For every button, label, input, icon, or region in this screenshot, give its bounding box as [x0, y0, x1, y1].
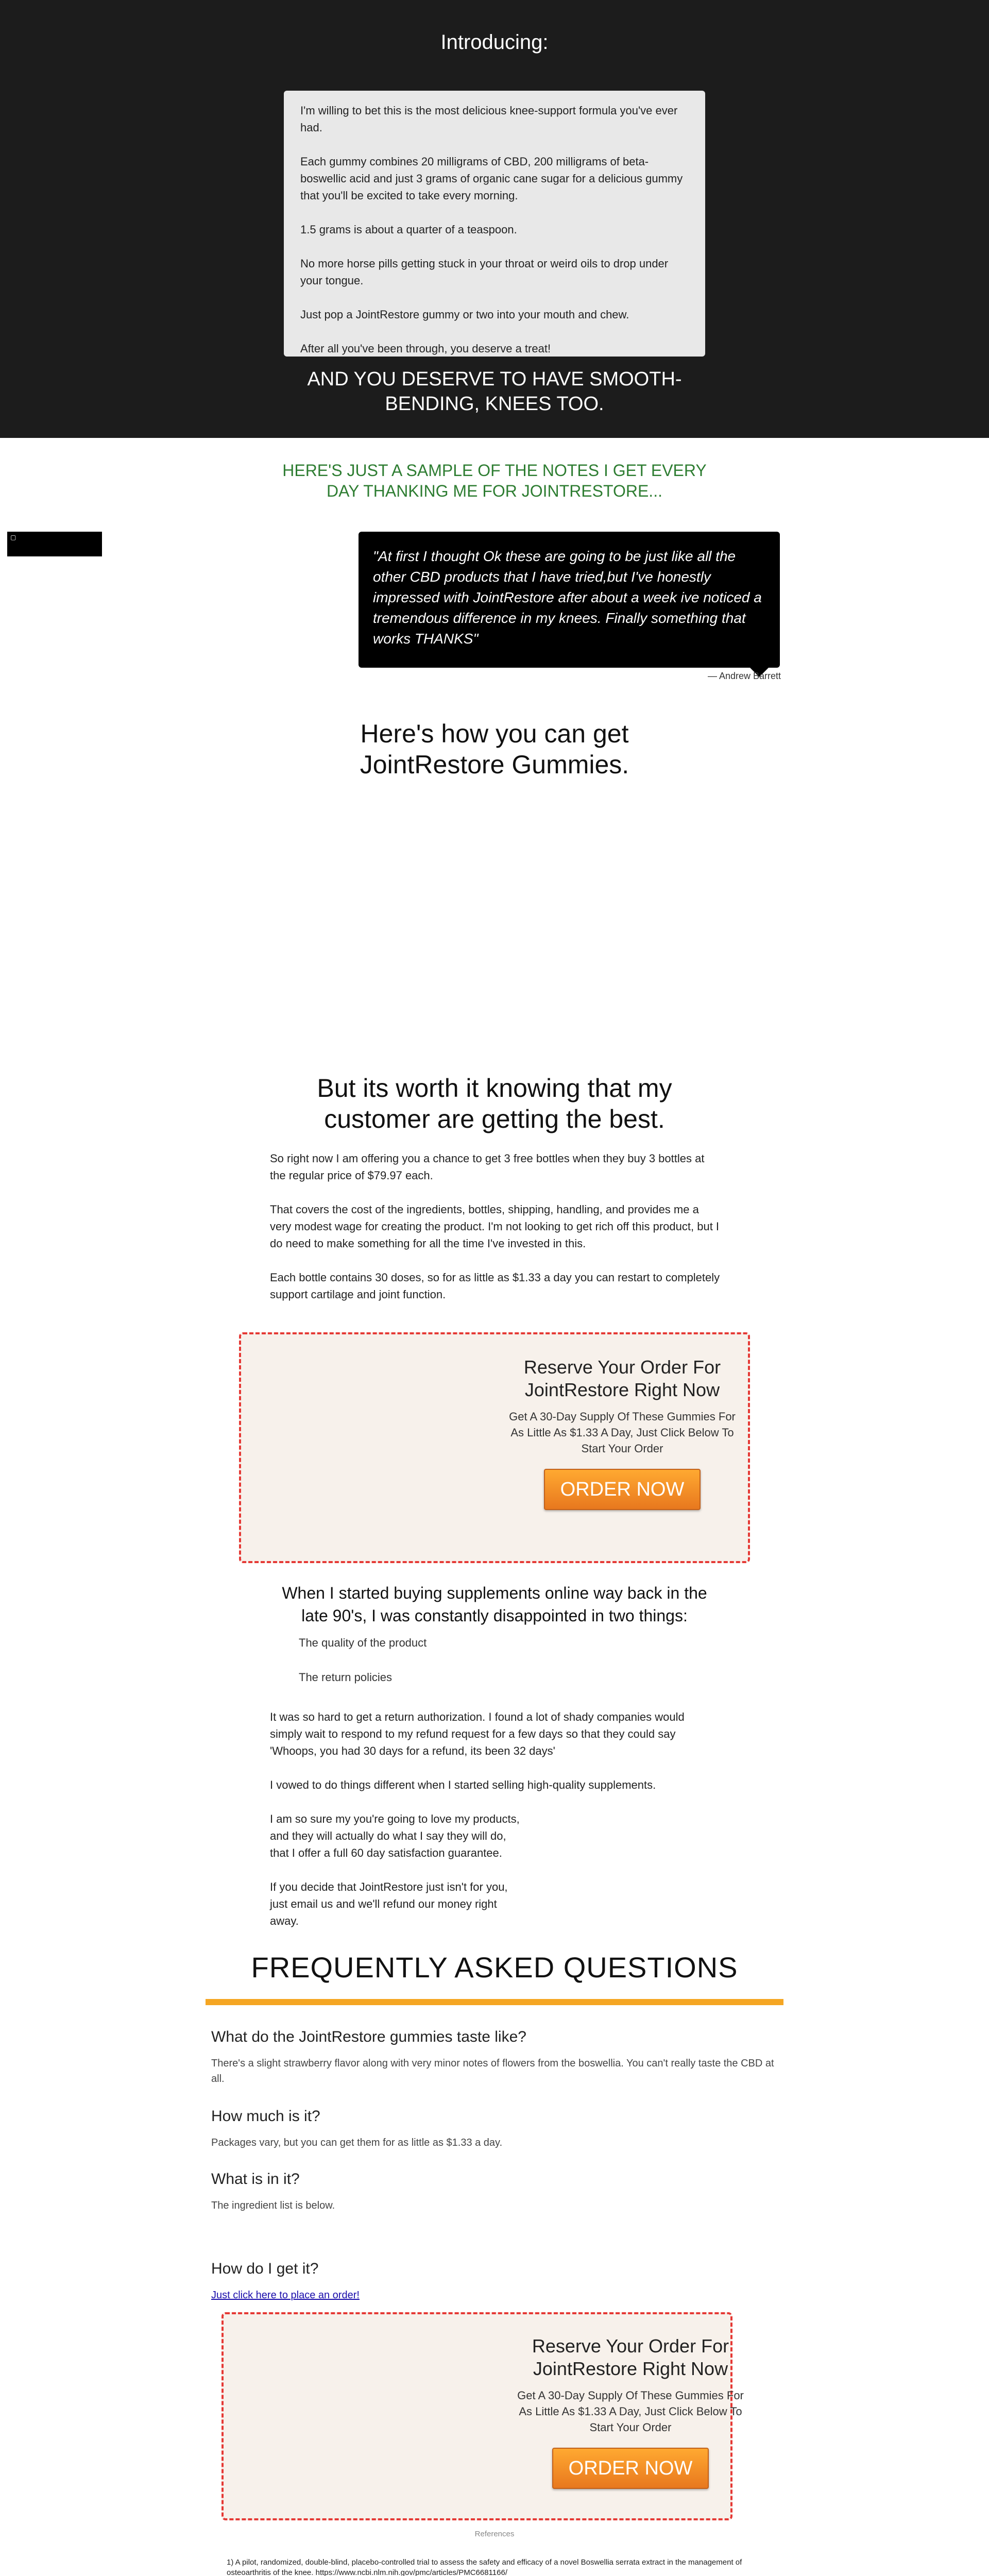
testimonial-author: — Andrew Barrett: [707, 671, 781, 681]
story-list-item: The return policies: [299, 1671, 392, 1684]
intro-paragraph: Each gummy combines 20 milligrams of CBD, 200 milligrams of beta-boswellic acid and just 3 grams of organic cane sugar for a delicious gummy that you'll be excited to take every morning.: [300, 155, 683, 202]
how-to-heading: Here's how you can get JointRestore Gummies.: [360, 719, 629, 779]
intro-paragraph: No more horse pills getting stuck in your throat or weird oils to drop under your tongue.: [300, 257, 669, 287]
faq-answer: There's a slight strawberry flavor along with very minor notes of flowers from the boswellia. You can't really taste the CBD at all.: [211, 2058, 774, 2084]
faq-answer: Packages vary, but you can get them for as little as $1.33 a day.: [211, 2137, 503, 2148]
order-box: [221, 2312, 744, 2520]
testimonial-quote-box: [359, 532, 780, 668]
faq-answer: The ingredient list is below.: [211, 2200, 335, 2211]
story-body: [270, 1708, 713, 1946]
worth-paragraph: That covers the cost of the ingredients, bottles, shipping, handling, and provides me a very modest wage for creating the product. I'm not looking to get rich off this product, but I do need to make something for all the time I've invested in this.: [270, 1203, 720, 1250]
story-paragraph: I am so sure my you're going to love my products, and they will actually do what I say they will do, that I offer a full 60 day satisfaction guarantee.: [270, 1812, 520, 1859]
faq-divider: [206, 1999, 783, 2005]
faq-question: What do the JointRestore gummies taste like?: [211, 2028, 526, 2045]
testimonial-quote: "At first I thought Ok these are going to be just like all the other CBD products that I have tried,but I've honestly impressed with JointRestore after about a week ive noticed a tremendous difference in my knees. Finally something that works THANKS": [373, 548, 762, 647]
faq-question: What is in it?: [211, 2171, 300, 2188]
order-title: Reserve Your Order For JointRestore Right Now: [523, 1357, 721, 1400]
worth-paragraph: Each bottle contains 30 doses, so for as little as $1.33 a day you can restart to completely support cartilage and joint function.: [270, 1271, 720, 1301]
order-subtitle: Get A 30-Day Supply Of These Gummies For As Little As $1.33 A Day, Just Click Below To Start Your Order: [509, 1410, 736, 1455]
story-list: [299, 1634, 608, 1703]
faq-title: FREQUENTLY ASKED QUESTIONS: [251, 1951, 738, 1984]
intro-paragraph: I'm willing to bet this is the most delicious knee-support formula you've ever had.: [300, 104, 678, 134]
faq-item: [211, 2169, 778, 2213]
faq-question: How do I get it?: [211, 2260, 319, 2277]
story-paragraph: I vowed to do things different when I started selling high-quality supplements.: [270, 1778, 656, 1791]
intro-box: [284, 91, 705, 357]
intro-title: Introducing:: [440, 31, 549, 54]
faq-item: [211, 2027, 778, 2087]
intro-paragraph: After all you've been through, you deserve a treat!: [300, 342, 551, 355]
worth-body: [270, 1150, 723, 1320]
faq-question: How much is it?: [211, 2108, 320, 2125]
order-subtitle: Get A 30-Day Supply Of These Gummies For As Little As $1.33 A Day, Just Click Below To Start Your Order: [517, 2389, 744, 2434]
place-order-link[interactable]: Just click here to place an order!: [211, 2290, 360, 2301]
broken-image-placeholder: ▢: [7, 532, 102, 556]
reference-item: 1) A pilot, randomized, double-blind, placebo-controlled trial to assess the safety and efficacy of a novel Boswellia serrata extract in the management of osteoarthritis of the knee. https://www.ncbi.nlm.nih.gov/pmc/articles/PMC6681166/: [227, 2558, 742, 2576]
worth-heading: But its worth it knowing that my customer are getting the best.: [317, 1074, 672, 1133]
order-box: [239, 1332, 750, 1563]
faq-item: [211, 2259, 778, 2301]
references-list: [227, 2557, 762, 2576]
intro-paragraph: 1.5 grams is about a quarter of a teaspoon.: [300, 223, 517, 236]
story-heading: When I started buying supplements online way back in the late 90's, I was constantly disappointed in two things:: [282, 1584, 707, 1625]
worth-paragraph: So right now I am offering you a chance to get 3 free bottles when they buy 3 bottles at the regular price of $79.97 each.: [270, 1152, 705, 1182]
story-paragraph: If you decide that JointRestore just isn't for you, just email us and we'll refund our money right away.: [270, 1880, 508, 1927]
order-content: [509, 1356, 736, 1510]
order-now-button[interactable]: ORDER NOW: [552, 2448, 709, 2489]
intro-section: [0, 0, 989, 438]
faq-item: [211, 2106, 778, 2150]
intro-paragraph: Just pop a JointRestore gummy or two into your mouth and chew.: [300, 308, 629, 321]
references-title: References: [474, 2530, 515, 2538]
order-title: Reserve Your Order For JointRestore Right Now: [532, 2335, 729, 2379]
order-content: [517, 2335, 744, 2489]
story-list-item: The quality of the product: [299, 1636, 427, 1649]
testimonials-heading: HERE'S JUST A SAMPLE OF THE NOTES I GET EVERY DAY THANKING ME FOR JOINTRESTORE...: [282, 461, 707, 500]
intro-tagline: AND YOU DESERVE TO HAVE SMOOTH-BENDING, KNEES TOO.: [307, 368, 682, 415]
story-paragraph: It was so hard to get a return authorization. I found a lot of shady companies would simply wait to respond to my refund request for a few days so that they could say 'Whoops, you had 30 days for a refund, its been 32 days': [270, 1710, 685, 1757]
order-now-button[interactable]: ORDER NOW: [544, 1469, 701, 1510]
